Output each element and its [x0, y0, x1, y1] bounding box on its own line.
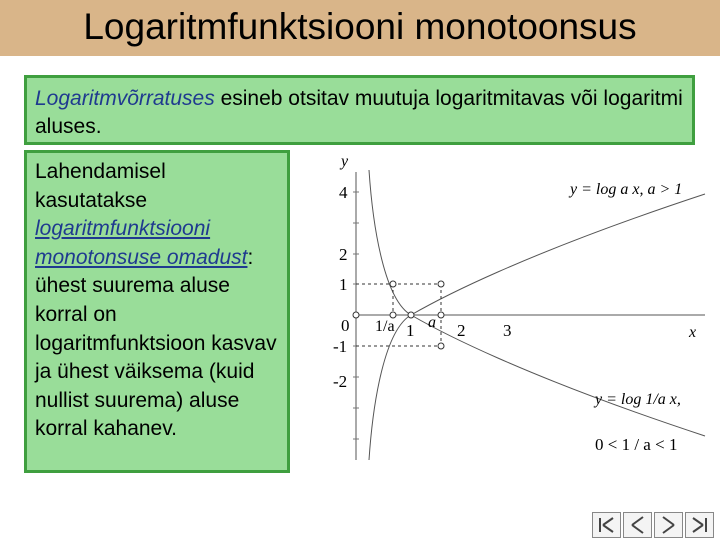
y-axis-label: y	[341, 153, 349, 170]
intro-text: esineb otsitav muutuja logaritmitavas või logaritmi aluses.	[35, 87, 683, 138]
explanation-text-2: ühest suurema aluse korral on logaritmfunktsioon kasvav ja ühest väiksema (kuid nullist suurema) aluse korral kahanev.	[35, 274, 277, 441]
nav-bar	[592, 512, 720, 540]
x-tick-3: 3	[503, 321, 512, 340]
explanation-text-1: Lahendamisel kasutatakse	[35, 160, 166, 212]
point-2	[438, 281, 444, 287]
point-6	[438, 312, 444, 318]
point-1	[390, 281, 396, 287]
x-tick-2: 2	[457, 321, 466, 340]
first-icon	[593, 513, 620, 537]
y-tick-2: 2	[339, 245, 348, 264]
y-tick-minus-1: -1	[333, 337, 348, 356]
curve-log-increasing	[369, 194, 705, 460]
page-title: Logaritmfunktsiooni monotoonsus	[83, 6, 637, 47]
x-tick-a: a	[428, 314, 436, 331]
last-slide-button[interactable]	[685, 512, 714, 538]
x-tick-1: 1	[406, 321, 415, 340]
point-4	[408, 312, 414, 318]
x-tick-1-over-a: 1/a	[375, 318, 395, 335]
label-increasing: y = log a x, a > 1	[570, 181, 683, 198]
point-3	[438, 343, 444, 349]
next-slide-button[interactable]	[654, 512, 683, 538]
explanation-italic: logaritmfunktsiooni monotonsuse omadust	[35, 217, 248, 269]
label-decreasing-1: y = log 1/a x,	[595, 391, 681, 408]
prev-icon	[624, 513, 651, 537]
first-slide-button[interactable]	[592, 512, 621, 538]
y-tick-4: 4	[339, 183, 348, 202]
point-7	[353, 312, 359, 318]
x-tick-0: 0	[341, 316, 350, 335]
y-tick-minus-2: -2	[333, 372, 348, 391]
y-tick-1: 1	[339, 275, 348, 294]
next-icon	[655, 513, 682, 537]
last-icon	[686, 513, 713, 537]
explanation-colon: :	[247, 245, 254, 269]
label-decreasing-2: 0 < 1 / a < 1	[595, 435, 678, 454]
intro-italic: Logaritmvõrratuses	[35, 87, 215, 110]
x-axis-label: x	[689, 324, 697, 341]
prev-slide-button[interactable]	[623, 512, 652, 538]
